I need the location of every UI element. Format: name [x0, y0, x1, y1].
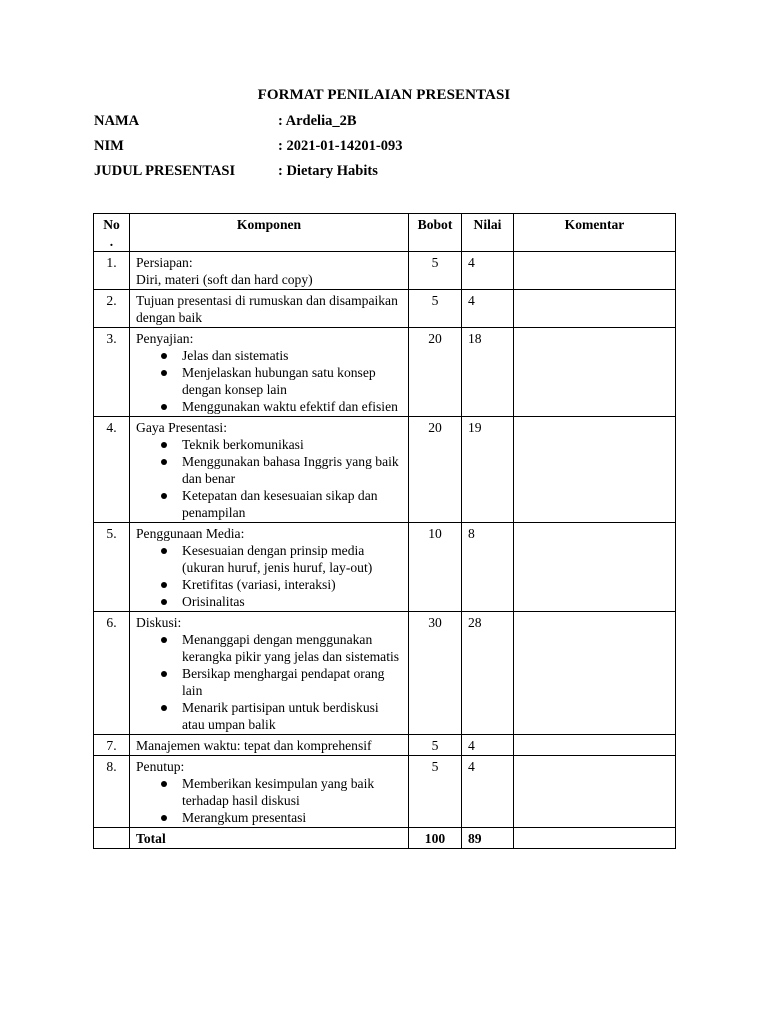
bullet-list	[136, 436, 402, 521]
bullet-item: Kesesuaian dengan prinsip media (ukuran huruf, jenis huruf, lay-out)	[182, 542, 402, 576]
row-komentar	[514, 612, 676, 735]
info-value: : Dietary Habits	[278, 163, 378, 179]
row-bobot: 20	[409, 417, 462, 523]
row-nilai: 4	[462, 756, 514, 828]
row-nilai: 8	[462, 523, 514, 612]
bullet-item: Menggunakan waktu efektif dan efisien	[182, 398, 402, 415]
row-komentar	[514, 417, 676, 523]
table-row	[94, 417, 676, 523]
row-heading: Persiapan:	[136, 255, 193, 270]
total-nilai: 89	[462, 828, 514, 849]
row-bobot: 5	[409, 756, 462, 828]
bullet-item: Teknik berkomunikasi	[182, 436, 402, 453]
row-bobot: 5	[409, 252, 462, 290]
row-heading: Gaya Presentasi:	[136, 420, 227, 435]
info-label: NIM	[94, 138, 124, 154]
bullet-item: Orisinalitas	[182, 593, 402, 610]
row-nilai: 28	[462, 612, 514, 735]
info-label: NAMA	[94, 113, 140, 129]
row-komponen	[130, 612, 409, 735]
row-nilai: 4	[462, 252, 514, 290]
row-komponen	[130, 523, 409, 612]
total-number-cell	[94, 828, 130, 849]
bullet-item: Memberikan kesimpulan yang baik terhadap hasil diskusi	[182, 775, 402, 809]
row-komponen	[130, 756, 409, 828]
table-row	[94, 612, 676, 735]
row-number: 4.	[94, 417, 130, 523]
row-number: 3.	[94, 328, 130, 417]
header-nilai: Nilai	[462, 214, 514, 252]
bullet-item: Menggunakan bahasa Inggris yang baik dan benar	[182, 453, 402, 487]
row-komentar	[514, 756, 676, 828]
row-number: 7.	[94, 735, 130, 756]
bullet-item: Ketepatan dan kesesuaian sikap dan penampilan	[182, 487, 402, 521]
total-row	[94, 828, 676, 849]
page-title: FORMAT PENILAIAN PRESENTASI	[257, 87, 511, 103]
row-heading: Diskusi:	[136, 615, 182, 630]
row-nilai: 19	[462, 417, 514, 523]
info-value: : 2021-01-14201-093	[278, 138, 403, 154]
row-nilai: 18	[462, 328, 514, 417]
row-number: 6.	[94, 612, 130, 735]
bullet-item: Menanggapi dengan menggunakan kerangka pikir yang jelas dan sistematis	[182, 631, 402, 665]
table-row	[94, 756, 676, 828]
row-komentar	[514, 252, 676, 290]
row-heading: Tujuan presentasi di rumuskan dan disampaikan dengan baik	[136, 293, 398, 325]
row-number: 5.	[94, 523, 130, 612]
total-label: Total	[130, 828, 409, 849]
bullet-list	[136, 775, 402, 826]
header-komentar: Komentar	[514, 214, 676, 252]
bullet-item: Menjelaskan hubungan satu konsep dengan konsep lain	[182, 364, 402, 398]
row-komponen	[130, 735, 409, 756]
bullet-item: Bersikap menghargai pendapat orang lain	[182, 665, 402, 699]
row-heading: Manajemen waktu: tepat dan komprehensif	[136, 738, 372, 753]
row-number: 1.	[94, 252, 130, 290]
row-number: 2.	[94, 290, 130, 328]
row-bobot: 20	[409, 328, 462, 417]
row-heading: Penyajian:	[136, 331, 194, 346]
row-heading: Penutup:	[136, 759, 185, 774]
info-value: : Ardelia_2B	[278, 113, 357, 129]
header-komponen: Komponen	[130, 214, 409, 252]
row-bobot: 5	[409, 735, 462, 756]
row-komponen	[130, 252, 409, 290]
header-no	[94, 214, 130, 252]
table-header-row	[94, 214, 676, 252]
row-text: Diri, materi (soft dan hard copy)	[136, 272, 313, 287]
row-komentar	[514, 328, 676, 417]
row-number: 8.	[94, 756, 130, 828]
row-nilai: 4	[462, 290, 514, 328]
table-row	[94, 735, 676, 756]
table-row	[94, 252, 676, 290]
row-komponen	[130, 417, 409, 523]
total-komentar	[514, 828, 676, 849]
bullet-item: Kretifitas (variasi, interaksi)	[182, 576, 402, 593]
table-row	[94, 290, 676, 328]
table-row	[94, 328, 676, 417]
total-bobot: 100	[409, 828, 462, 849]
bullet-item: Jelas dan sistematis	[182, 347, 402, 364]
row-heading: Penggunaan Media:	[136, 526, 245, 541]
assessment-table	[93, 213, 676, 849]
row-komponen	[130, 328, 409, 417]
row-komentar	[514, 290, 676, 328]
info-label: JUDUL PRESENTASI	[94, 163, 236, 179]
bullet-list	[136, 542, 402, 610]
row-bobot: 5	[409, 290, 462, 328]
row-nilai: 4	[462, 735, 514, 756]
bullet-item: Menarik partisipan untuk berdiskusi atau umpan balik	[182, 699, 402, 733]
row-komponen	[130, 290, 409, 328]
header-bobot: Bobot	[409, 214, 462, 252]
bullet-list	[136, 347, 402, 415]
row-komentar	[514, 523, 676, 612]
bullet-list	[136, 631, 402, 733]
row-komentar	[514, 735, 676, 756]
row-bobot: 10	[409, 523, 462, 612]
bullet-item: Merangkum presentasi	[182, 809, 402, 826]
header-no-dot: .	[109, 234, 114, 249]
table-row	[94, 523, 676, 612]
row-bobot: 30	[409, 612, 462, 735]
header-no-label: No	[103, 217, 120, 232]
